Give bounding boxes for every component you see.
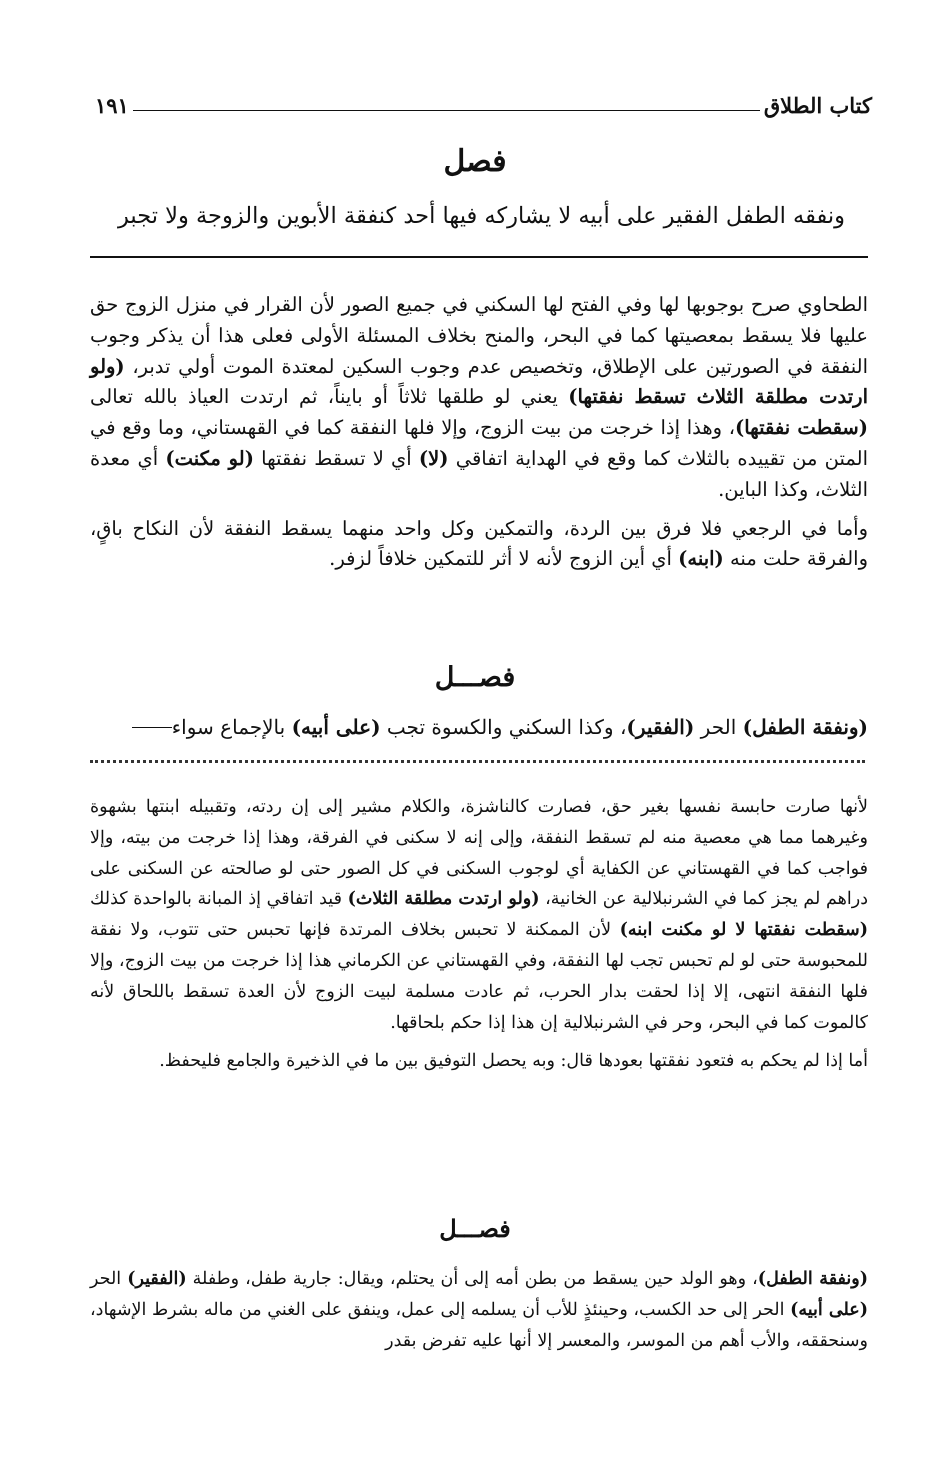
- section-heading-1: [0, 144, 950, 179]
- section-title: فصـــل: [439, 1214, 511, 1243]
- commentary-text: الطحاوي صرح بوجوبها لها وفي الفتح لها السكني في جميع الصور لأن القرار في منزل الزوج حق عليها فلا يسقط بمعصيتها كما في البحر، والمنح بخلاف المسئلة الأولى فعلى هذا أن يذكر وجوب النفقة في الصورتين على الإطلاق، وتخصيص عدم وجوب السكين لمعتدة الموت أولي تدبر،: [90, 293, 868, 378]
- commentary-text: أي لا تسقط نفقتها: [253, 446, 419, 470]
- commentary-paragraph: [90, 290, 868, 506]
- section-title: فصل: [443, 144, 507, 179]
- commentary-text: ، وهذا إذا خرجت من بيت الزوج، وإلا فلها النفقة كما في القهستاني، وما وقع في المتن من تقييده بالثلاث كما وقع في الهداية اتفاقي: [90, 416, 868, 470]
- page-number: ١٩١: [95, 93, 129, 118]
- commentary-text: أي معدة الثلاث، وكذا الباين.: [90, 446, 868, 501]
- commentary-paragraph: [90, 514, 868, 576]
- section-title: فصـــل: [434, 662, 516, 693]
- quoted-matn: (لا): [418, 446, 449, 470]
- quoted-matn: (الفقير): [127, 1269, 187, 1289]
- hashiya-text: الحر إلى حد الكسب، وحينئذٍ للأب أن يسلمه إلى عمل، وينفق على الغني من ماله بشرط الإشهاد، وسنحققه، والأب أهم من الموسر، والمعسر إلا أنها عليه تفرض بقدر: [90, 1300, 868, 1351]
- commentary-text: أي أين الزوج لأنه لا أثر للتمكين خلافاً لزفر.: [329, 547, 679, 571]
- quoted-matn: (على أبيه): [790, 1300, 868, 1320]
- quoted-matn: (على أبيه): [291, 715, 381, 739]
- quoted-matn: (لو مكنت): [165, 446, 254, 470]
- quoted-matn: (الفقير): [626, 715, 695, 739]
- hashiya-text: لأن الممكنة لا تحبس بخلاف المرتدة فإنها تحبس حتى تتوب، ولا نفقة للمحبوسة حتى لو لم تحبس تجب لها النفقة، وفي القهستاني عن الكرماني هذا إذا خرجت من بيت الزوج، وإلا فلها النفقة انتهى، إلا إذا لحقت بدار الحرب، ثم عادت مسلمة لبيت الزوج لأن العدة تسقط باللحاق لأنه كالموت كما في البحر، وحر في الشرنبلالية إن هذا إذا حكم بلحاقها.: [90, 920, 868, 1033]
- hashiya-paragraph: أما إذا لم يحكم به فتعود نفقتها بعودها قال: وبه يحصل التوفيق بين ما في الذخيرة والجامع فليحفظ.: [159, 1051, 868, 1072]
- matn-text: ونفقه الطفل الفقير على أبيه لا يشاركه فيها أحد كنفقة الأبوين والزوجة ولا تجبر: [118, 203, 845, 229]
- matn-line: [95, 712, 868, 742]
- matn-text: الحر: [694, 715, 743, 739]
- continuation-dash: [132, 727, 172, 728]
- quoted-matn: (ونفقة الطفل): [742, 715, 868, 739]
- hashiya-text: ، وهو الولد حين يسقط من بطن أمه إلى أن يحتلم، ويقال: جارية طفل، وطفلة: [186, 1269, 758, 1289]
- quoted-matn: (ابنه): [678, 547, 724, 571]
- quoted-matn: (سقطت نفقتها لا لو مكنت ابنه): [619, 920, 868, 941]
- hashiya-text: قيد اتفاقي إذ المبانة بالواحدة كذلك: [90, 889, 348, 910]
- commentary-block: [90, 290, 868, 583]
- matn-divider: [90, 256, 868, 258]
- quoted-matn: (ولو ارتدت مطلقة الثلاث): [347, 889, 540, 910]
- quoted-matn: (ولو ارتدت مطلقة الثلاث تسقط نفقتها): [90, 354, 868, 409]
- quoted-matn: (سقطت نفقتها): [735, 416, 868, 440]
- quoted-matn: (ونفقة الطفل): [757, 1269, 868, 1289]
- section-heading-2: [0, 662, 950, 693]
- hashiya-block-2: [90, 1264, 868, 1357]
- hashiya-paragraph: [90, 1264, 868, 1357]
- matn-line-text: [172, 712, 868, 742]
- hashiya-paragraph: [90, 792, 868, 1038]
- commentary-text: يعني لو طلقها ثلاثاً أو بايناً، ثم ارتدت العياذ بالله تعالى: [90, 385, 569, 409]
- hashiya-text: الحر: [90, 1269, 128, 1289]
- hashiya-text: لأنها صارت حابسة نفسها بغير حق، فصارت كالناشزة، والكلام مشير إلى إن ردته، وتقبيله ابنتها بشهوة وغيرهما مما هي معصية منه لم تسقط النفقة، وإلى إنه لا سكنى في الفرقة، وهذا إذا خرجت من بيته، وإلا فواجب كما في القهستاني عن الكفاية أي لوجوب السكنى في كل الصور حتى لو صالحته عن السكنى على دراهم لم يجز كما في الشرنبلالية عن الخانية،: [90, 797, 868, 910]
- running-header: [95, 88, 872, 118]
- matn-text: بالإجماع سواء: [171, 715, 292, 739]
- dotted-separator: [90, 760, 865, 763]
- book-title: كتاب الطلاق: [763, 93, 872, 118]
- commentary-text: وأما في الرجعي فلا فرق بين الردة، والتمكين وكل واحد منهما يسقط النفقة لأن النكاح باقٍ، والفرقة حلت منه: [90, 516, 868, 571]
- header-rule: [133, 110, 760, 111]
- section-heading-3: [0, 1214, 950, 1243]
- hashiya-block: [90, 792, 868, 1085]
- matn-text: ، وكذا السكني والكسوة تجب: [380, 715, 627, 739]
